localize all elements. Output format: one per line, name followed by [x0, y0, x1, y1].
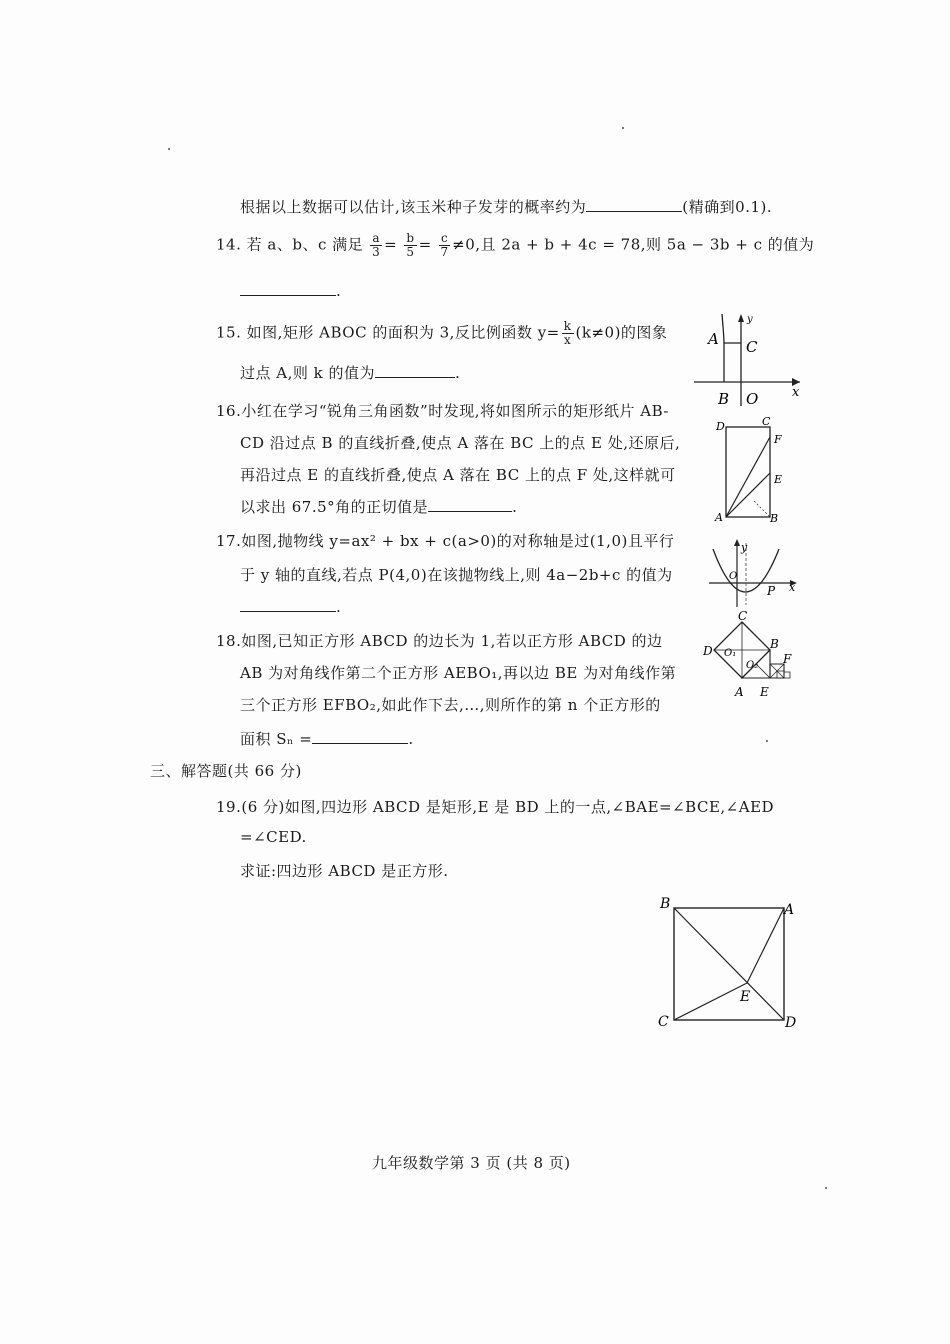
q13-text: 根据以上数据可以估计,该玉米种子发芽的概率约为	[240, 198, 587, 216]
q16-label-a: A	[715, 511, 723, 524]
q18-answer-blank[interactable]	[312, 728, 408, 744]
q16-line2-text: CD 沿过点 B 的直线折叠,使点 A 落在 BC 上的点 E 处,还原后,	[240, 434, 681, 452]
q15-label-a: A	[708, 330, 719, 348]
q16-number: 16.	[216, 402, 242, 420]
q16-rectangle	[726, 427, 770, 517]
q18-line4-text: 面积 Sₙ =	[240, 730, 313, 748]
q17-label-o: O	[729, 571, 738, 582]
q16-line4-text: 以求出 67.5°角的正切值是	[240, 498, 429, 516]
q16-label-f: F	[774, 433, 782, 446]
q17-number: 17.	[216, 532, 242, 550]
q18-label-b: B	[770, 637, 779, 651]
q15-label-c: C	[746, 338, 758, 356]
q18-line4	[240, 728, 414, 749]
q18-line3-text: 三个正方形 EFBO₂,如此作下去,…,则所作的第 n 个正方形的	[240, 696, 661, 714]
q16-label-c: C	[762, 415, 771, 428]
q18-line1-text: 如图,已知正方形 ABCD 的边长为 1,若以正方形 ABCD 的边	[241, 632, 663, 650]
q14-frac-a-den: 3	[372, 245, 381, 259]
q15-frac-num: k	[563, 319, 572, 333]
q15-answer-blank[interactable]	[375, 362, 455, 378]
q18-label-e: E	[760, 685, 769, 699]
q18-line2	[240, 662, 676, 683]
section3-title-text: 三、解答题(共 66 分)	[150, 762, 302, 780]
q17-label-p: P	[767, 584, 776, 598]
q18-line1	[216, 630, 663, 651]
q18-label-o2: O₂	[746, 660, 759, 671]
q15-post: (k≠0)的图象	[575, 323, 668, 342]
q18-square-smaller	[784, 672, 790, 678]
q14-line1: 14. 若 a、b、c 满足 $\frac{a}{3}$ = $\frac{b}{5}$ = $\frac{c}{7}$ ≠0,且 2a + b + 4c = 78,则 5a − 3b + c 的值为	[216, 231, 815, 259]
q17-figure	[705, 535, 805, 615]
scan-speck	[766, 740, 768, 742]
q14-frac-a-num: a	[372, 231, 381, 245]
q14-frac-c	[439, 232, 450, 259]
q15-end: .	[455, 364, 461, 382]
q16-label-b: B	[770, 512, 779, 525]
q18-figure	[700, 610, 810, 705]
q13-note: (精确到0.1).	[682, 198, 773, 216]
q15-pre: 如图,矩形 ABOC 的面积为 3,反比例函数 y=	[246, 323, 560, 342]
q19-figure	[650, 890, 810, 1035]
q13-line	[240, 196, 772, 217]
q19-segment-ce	[674, 983, 747, 1020]
q13-answer-blank[interactable]	[586, 196, 682, 212]
q17-end: .	[336, 598, 342, 616]
q19-line3	[240, 860, 449, 881]
q14-post: ≠0,且 2a + b + 4c = 78,则 5a − 3b + c 的值为	[452, 235, 815, 254]
q16-line3-text: 再沿过点 E 的直线折叠,使点 A 落在 BC 上的点 F 处,这样就可	[240, 466, 676, 484]
q19-line1	[216, 796, 774, 817]
q19-diagonal-bd	[674, 908, 784, 1020]
q15-line1	[216, 320, 667, 347]
q14-pre: 若 a、b、c 满足	[246, 235, 364, 254]
q15-label-o: O	[746, 390, 759, 408]
scan-speck	[168, 148, 170, 150]
q15-label-b: B	[718, 390, 730, 408]
q19-segment-ae	[747, 908, 784, 983]
q14-frac-b-den: 5	[406, 245, 415, 259]
q15-label-y: y	[747, 314, 753, 325]
q16-fold-dashed	[754, 501, 770, 517]
q16-end: .	[512, 498, 518, 516]
q16-line2	[240, 432, 680, 453]
q16-line1	[216, 400, 669, 421]
q18-line3	[240, 694, 661, 715]
q18-label-c: C	[738, 609, 748, 623]
scan-speck	[825, 1187, 827, 1189]
q15-y-arrow	[738, 314, 744, 322]
q19-line3-text: 求证:四边形 ABCD 是正方形.	[240, 862, 449, 880]
page-footer	[372, 1152, 571, 1173]
q19-line1-text: (6 分)如图,四边形 ABCD 是矩形,E 是 BD 上的一点,∠BAE=∠BCE,∠AED	[241, 798, 775, 816]
q14-end: .	[336, 282, 342, 300]
q19-label-d: D	[785, 1015, 797, 1031]
q14-frac-c-den: 7	[440, 245, 449, 259]
q16-answer-blank[interactable]	[428, 496, 512, 512]
q14-line2	[240, 280, 341, 300]
q16-label-d: D	[716, 420, 725, 433]
q18-line2-text: AB 为对角线作第二个正方形 AEBO₁,再以边 BE 为对角线作第	[240, 664, 677, 682]
q16-fold-af	[726, 437, 770, 517]
q16-figure	[710, 415, 790, 525]
q17-line1	[216, 530, 674, 551]
q15-hyperbola	[722, 314, 724, 343]
q18-label-a: A	[735, 685, 744, 699]
q17-line1-text: 如图,抛物线 y=ax² + bx + c(a>0)的对称轴是过(1,0)且平行	[241, 532, 675, 550]
q17-answer-blank[interactable]	[240, 596, 336, 612]
q15-label-x: x	[792, 385, 800, 400]
q19-number: 19.	[216, 798, 242, 816]
q15-frac	[562, 320, 574, 347]
q16-label-e: E	[774, 473, 783, 486]
q18-number: 18.	[216, 632, 242, 650]
q17-y-arrow	[734, 539, 740, 546]
q19-label-b: B	[660, 896, 671, 912]
q17-line3	[240, 596, 341, 616]
q15-figure	[690, 310, 810, 410]
q18-label-o1: O₁	[724, 648, 737, 659]
q17-label-x: x	[789, 581, 796, 594]
q19-label-e: E	[740, 989, 751, 1005]
q14-frac-b-num: b	[406, 231, 415, 245]
q14-number: 14.	[216, 235, 242, 254]
q19-line2-text: =∠CED.	[240, 828, 307, 846]
q17-label-y: y	[741, 541, 748, 554]
scan-speck	[622, 127, 624, 129]
q16-line3	[240, 464, 676, 485]
q19-label-c: C	[658, 1014, 669, 1030]
q15-line2-text: 过点 A,则 k 的值为	[240, 364, 375, 382]
q14-frac-b	[404, 232, 416, 259]
q18-label-f: F	[783, 652, 792, 666]
q16-line4	[240, 496, 517, 517]
q14-frac-a	[370, 232, 382, 259]
q14-frac-c-num: c	[440, 231, 449, 245]
q18-end: .	[408, 730, 414, 748]
q15-rectangle	[724, 343, 741, 382]
q16-line1-text: 小红在学习“锐角三角函数”时发现,将如图所示的矩形纸片 AB-	[241, 402, 669, 420]
q17-line2-text: 于 y 轴的直线,若点 P(4,0)在该抛物线上,则 4a−2b+c 的值为	[240, 566, 673, 584]
page-footer-text: 九年级数学第 3 页 (共 8 页)	[372, 1154, 571, 1172]
section3-title	[150, 760, 302, 781]
q19-line2	[240, 828, 307, 846]
q18-label-d: D	[703, 644, 713, 658]
q17-line2	[240, 564, 673, 585]
q19-label-a: A	[784, 902, 795, 918]
q15-number: 15.	[216, 323, 242, 342]
q15-line2	[240, 362, 460, 383]
q14-answer-blank[interactable]	[240, 280, 336, 296]
q15-frac-den: x	[564, 333, 572, 347]
